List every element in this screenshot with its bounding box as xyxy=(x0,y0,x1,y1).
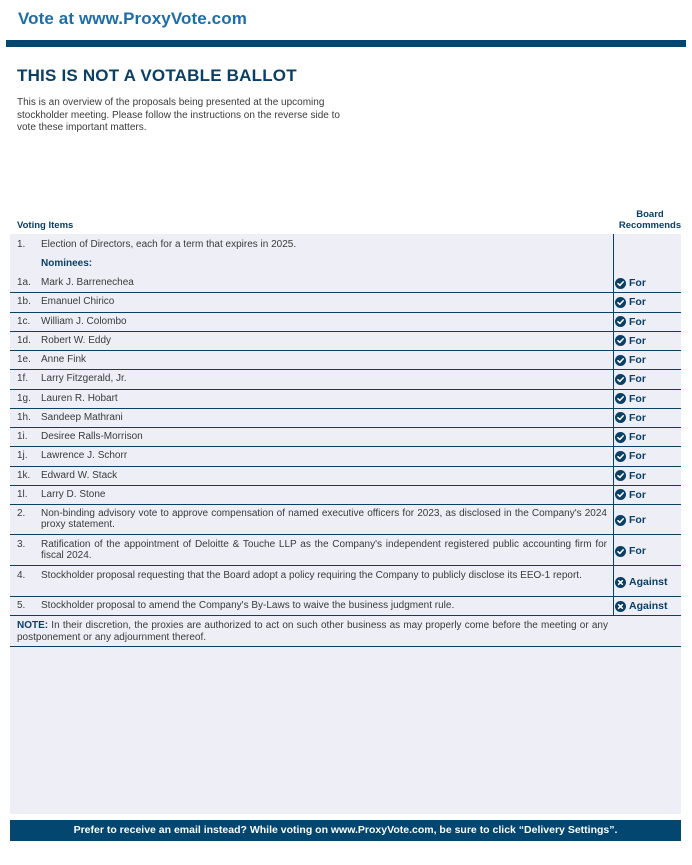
nominee-row xyxy=(10,313,681,332)
nominee-number: 1e. xyxy=(17,354,31,365)
check-circle-icon xyxy=(615,297,626,308)
item-text: Stockholder proposal to amend the Company's By-Laws to waive the business judgment rule. xyxy=(41,600,455,611)
item-text: Ratification of the appointment of Deloitte & Touche LLP as the Company's independent registered public accounting firm for fiscal 2024. xyxy=(41,539,607,561)
x-circle-icon xyxy=(615,577,626,588)
recommendation-label: For xyxy=(629,315,646,328)
check-circle-icon xyxy=(615,335,626,346)
recommendation-label: Against xyxy=(629,600,668,612)
recommendation-label: For xyxy=(629,514,646,526)
nominee-number: 1j. xyxy=(17,450,28,462)
recommendation xyxy=(615,412,646,424)
nominees-label: Nominees: xyxy=(41,258,93,269)
nominee-number: 1a. xyxy=(17,277,31,288)
nominee-number: 1l. xyxy=(17,488,28,500)
nominee-name: Robert W. Eddy xyxy=(41,334,112,346)
item-number: 4. xyxy=(17,570,26,581)
recommendation xyxy=(615,393,646,405)
nominee-name: Edward W. Stack xyxy=(41,469,118,481)
nominee-name: Mark J. Barrenechea xyxy=(41,277,134,288)
proposal-row-4 xyxy=(10,566,681,597)
nominee-row xyxy=(10,409,681,428)
nominee-name: William J. Colombo xyxy=(41,315,127,327)
check-circle-icon xyxy=(615,316,626,327)
recommendation-label: For xyxy=(629,469,646,482)
nominee-row xyxy=(10,428,681,447)
item-text: Stockholder proposal requesting that the Board adopt a policy requiring the Company to publicly disclose its EEO-1 report. xyxy=(41,570,582,581)
recommendation-label: For xyxy=(629,488,646,501)
recommendation xyxy=(615,576,668,588)
nominee-number: 1c. xyxy=(17,315,31,327)
nominee-name: Larry D. Stone xyxy=(41,488,106,500)
check-circle-icon xyxy=(615,451,626,462)
proposal-row-2 xyxy=(10,504,681,535)
nominee-number: 1k. xyxy=(17,469,31,481)
recommendation xyxy=(615,373,646,385)
nominee-name: Lauren R. Hobart xyxy=(41,392,118,404)
recommendation xyxy=(615,514,646,526)
recommendation-label: For xyxy=(629,277,646,289)
nominee-row xyxy=(10,447,681,466)
recommendation xyxy=(615,431,646,443)
check-circle-icon xyxy=(615,355,626,366)
recommendation-label: For xyxy=(629,545,646,557)
recommendation xyxy=(615,316,646,328)
recommendation-label: For xyxy=(629,296,646,309)
nominee-row xyxy=(10,486,681,505)
item-number: 3. xyxy=(17,539,26,550)
board-recommends-line1: Board xyxy=(636,209,664,220)
nominee-number: 1g. xyxy=(17,392,31,404)
nominee-name: Larry Fitzgerald, Jr. xyxy=(41,373,127,385)
nominee-number: 1f. xyxy=(17,373,29,385)
recommendation-label: For xyxy=(629,373,646,386)
intro-text: This is an overview of the proposals being presented at the upcoming stockholder meeting. Please follow the instructions on the reverse side to vote these important matters. xyxy=(17,97,340,133)
recommendation-label: For xyxy=(629,354,646,366)
board-recommends-line2: Recommends xyxy=(618,219,682,231)
recommendation-label: For xyxy=(629,431,646,443)
recommendation xyxy=(615,545,646,557)
check-circle-icon xyxy=(615,412,626,423)
column-header-board-recommends xyxy=(610,210,690,231)
recommendation xyxy=(615,277,646,289)
proposal-row-3 xyxy=(10,535,681,566)
nominee-name: Sandeep Mathrani xyxy=(41,411,123,423)
header-bar xyxy=(6,40,686,47)
recommendation xyxy=(615,489,646,501)
x-circle-icon xyxy=(615,601,626,612)
check-circle-icon xyxy=(615,489,626,500)
recommendation xyxy=(615,335,646,347)
check-circle-icon xyxy=(615,432,626,443)
nominee-row xyxy=(10,293,681,312)
vote-url-title: Vote at www.ProxyVote.com xyxy=(18,9,247,28)
check-circle-icon xyxy=(615,393,626,404)
note-label: NOTE: xyxy=(17,620,49,631)
check-circle-icon xyxy=(615,546,626,557)
nominee-number: 1b. xyxy=(17,296,31,308)
nominee-row xyxy=(10,370,681,389)
recommendation xyxy=(615,450,646,462)
check-circle-icon xyxy=(615,374,626,385)
nominee-row xyxy=(10,390,681,409)
note-divider xyxy=(10,646,681,647)
item-1-row xyxy=(10,236,681,254)
nominee-row xyxy=(10,351,681,370)
nominee-name: Anne Fink xyxy=(41,354,87,365)
page-title: THIS IS NOT A VOTABLE BALLOT xyxy=(17,66,297,85)
nominee-name: Emanuel Chirico xyxy=(41,296,115,308)
recommendation xyxy=(615,600,668,612)
item-number: 1. xyxy=(17,239,26,250)
recommendation-label: Against xyxy=(629,576,668,588)
item-number: 5. xyxy=(17,600,26,611)
nominee-number: 1d. xyxy=(17,334,31,346)
recommendation-label: For xyxy=(629,392,646,405)
item-text: Election of Directors, each for a term that expires in 2025. xyxy=(41,239,297,250)
check-circle-icon xyxy=(615,515,626,526)
column-header-voting-items: Voting Items xyxy=(17,220,74,231)
nominee-name: Desiree Ralls-Morrison xyxy=(41,431,143,442)
nominee-number: 1i. xyxy=(17,431,28,442)
note xyxy=(17,620,608,643)
item-text: Non-binding advisory vote to approve compensation of named executive officers for 2023, as disclosed in the Company's 2024 proxy statement. xyxy=(41,508,607,530)
proposal-row-5 xyxy=(10,597,681,616)
note-text: In their discretion, the proxies are authorized to act on such other business as may properly come before the meeting or any postponement or any adjournment thereof. xyxy=(17,620,608,643)
nominee-name: Lawrence J. Schorr xyxy=(41,450,128,462)
recommendation xyxy=(615,296,646,308)
item-number: 2. xyxy=(17,508,26,519)
nominee-row xyxy=(10,332,681,351)
delivery-settings-footer: Prefer to receive an email instead? While voting on www.ProxyVote.com, be sure to click “Delivery Settings”. xyxy=(10,820,681,841)
nominee-number: 1h. xyxy=(17,411,31,423)
nominees-label-row xyxy=(10,255,681,273)
check-circle-icon xyxy=(615,278,626,289)
recommendation xyxy=(615,470,646,482)
recommendation xyxy=(615,354,646,366)
check-circle-icon xyxy=(615,470,626,481)
recommendation-label: For xyxy=(629,411,646,424)
recommendation-label: For xyxy=(629,334,646,347)
recommendation-label: For xyxy=(629,450,646,463)
nominee-row xyxy=(10,274,681,293)
nominee-row xyxy=(10,467,681,486)
